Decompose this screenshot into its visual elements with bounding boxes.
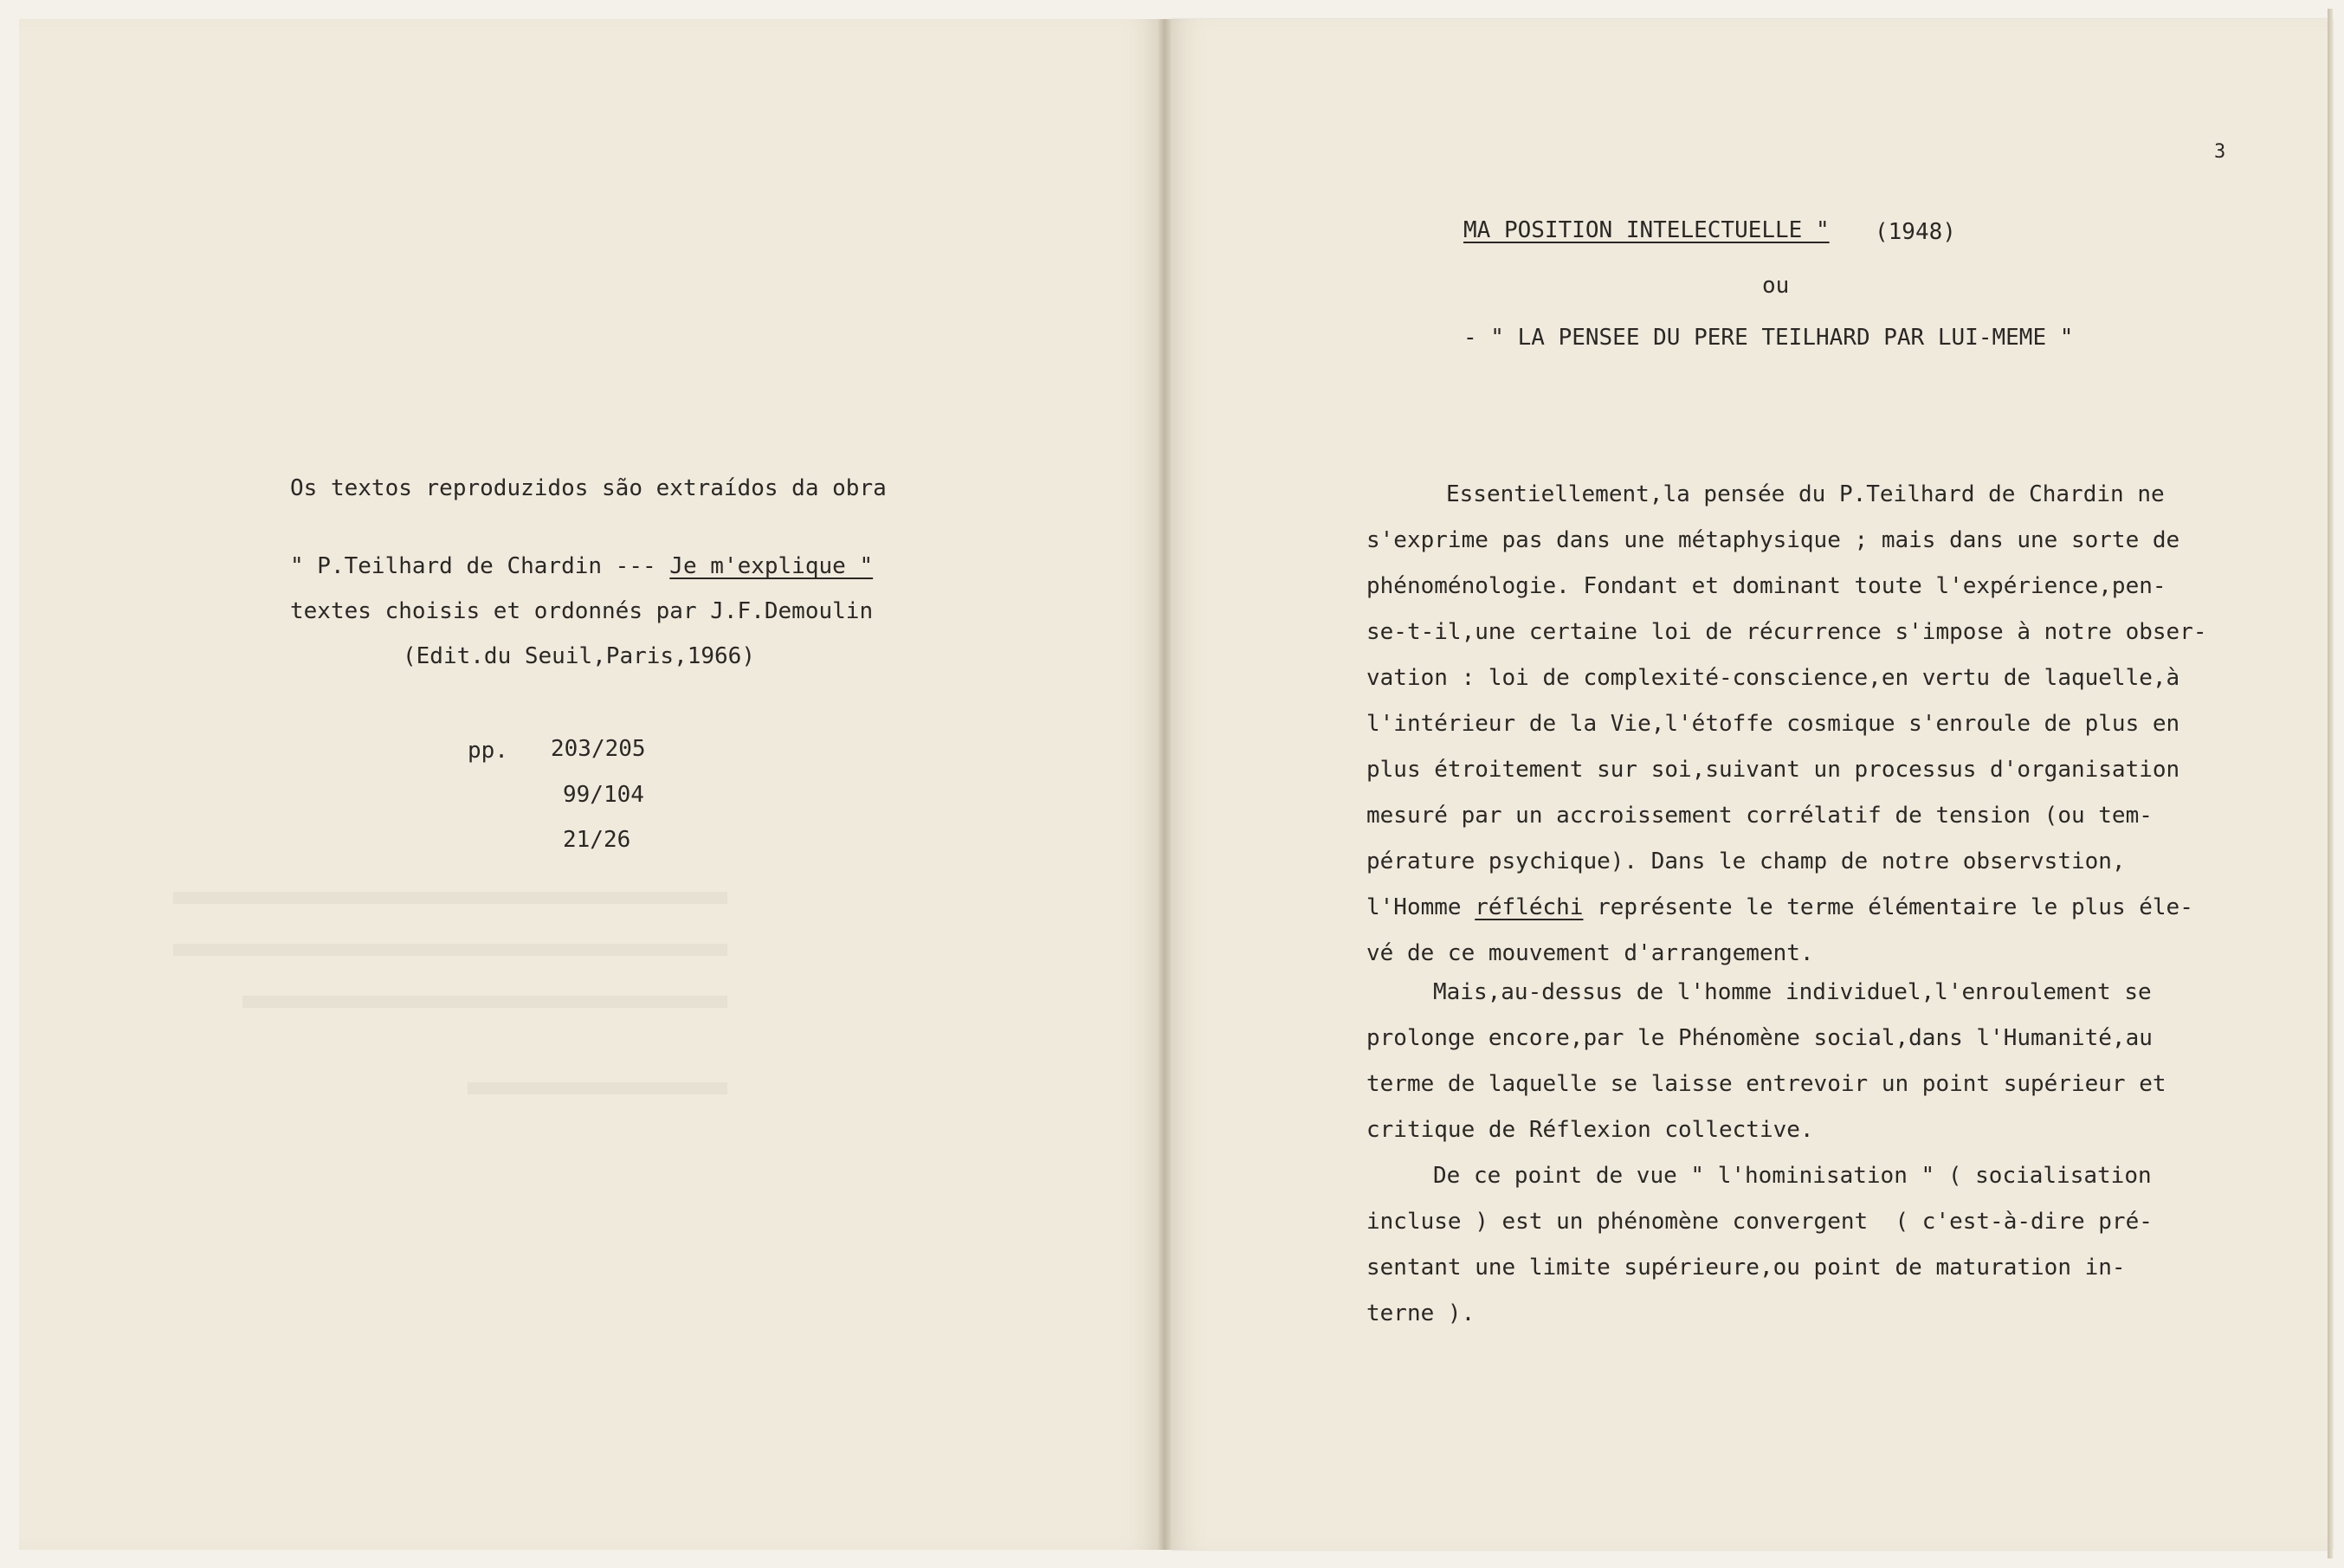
book-title-prefix: " P.Teilhard de Chardin --- (290, 553, 670, 579)
text-line: sentant une limite supérieure,ou point de maturation in- (1366, 1255, 2126, 1281)
page-range: 203/205 (551, 736, 646, 762)
text-line: l'intérieur de la Vie,l'étoffe cosmique s'enroule de plus en (1366, 711, 2180, 737)
text-line: prolonge encore,par le Phénomène social,dans l'Humanité,au (1366, 1025, 2153, 1051)
text-line (1366, 894, 2193, 921)
or-text: ou (1762, 273, 1790, 299)
chapter-title: MA POSITION INTELECTUELLE " (1463, 217, 1830, 243)
page-number: 3 (2214, 141, 2226, 163)
pages-label: pp. (468, 738, 508, 764)
book-gutter (1159, 19, 1171, 1550)
page-range: 21/26 (563, 827, 631, 853)
text-line: vé de ce mouvement d'arrangement. (1366, 940, 1814, 966)
text-line: Essentiellement,la pensée du P.Teilhard de Chardin ne (1446, 481, 2165, 507)
book-title (290, 552, 873, 580)
page-edge (2328, 9, 2333, 1558)
text-line: terne ). (1366, 1300, 1475, 1326)
page-range: 99/104 (563, 782, 644, 808)
right-page (1169, 19, 2331, 1550)
text-line: phénoménologie. Fondant et dominant toute l'expérience,pen- (1366, 573, 2166, 599)
text-line: vation : loi de complexité-conscience,en vertu de laquelle,à (1366, 665, 2180, 691)
text-line: se-t-il,une certaine loi de récurrence s'impose à notre obser- (1366, 619, 2207, 645)
text-line: s'exprime pas dans une métaphysique ; mais dans une sorte de (1366, 527, 2180, 553)
text-line: critique de Réflexion collective. (1366, 1117, 1814, 1143)
book-subtitle: textes choisis et ordonnés par J.F.Demoulin (290, 598, 874, 624)
book-edition: (Edit.du Seuil,Paris,1966) (403, 643, 755, 669)
chapter-subtitle: - " LA PENSEE DU PERE TEILHARD PAR LUI-MEME " (1463, 325, 2074, 351)
text-line: pérature psychique). Dans le champ de notre observstion, (1366, 849, 2126, 874)
text-segment: représente le terme élémentaire le plus éle- (1583, 894, 2193, 920)
text-line: mesuré par un accroissement corrélatif de tension (ou tem- (1366, 803, 2153, 829)
book-title-emph: Je m'explique " (669, 553, 874, 579)
underlined-word: réfléchi (1475, 894, 1584, 920)
text-line: plus étroitement sur soi,suivant un processus d'organisation (1366, 757, 2180, 783)
intro-text: Os textos reproduzidos são extraídos da obra (290, 475, 887, 501)
text-line: terme de laquelle se laisse entrevoir un point supérieur et (1366, 1071, 2166, 1097)
text-line: Mais,au-dessus de l'homme individuel,l'enroulement se (1433, 979, 2152, 1005)
text-line: De ce point de vue " l'hominisation " ( socialisation (1433, 1163, 2152, 1189)
chapter-year: (1948) (1875, 219, 1956, 245)
text-line: incluse ) est un phénomène convergent ( c'est-à-dire pré- (1366, 1209, 2153, 1235)
text-segment: l'Homme (1366, 894, 1475, 920)
